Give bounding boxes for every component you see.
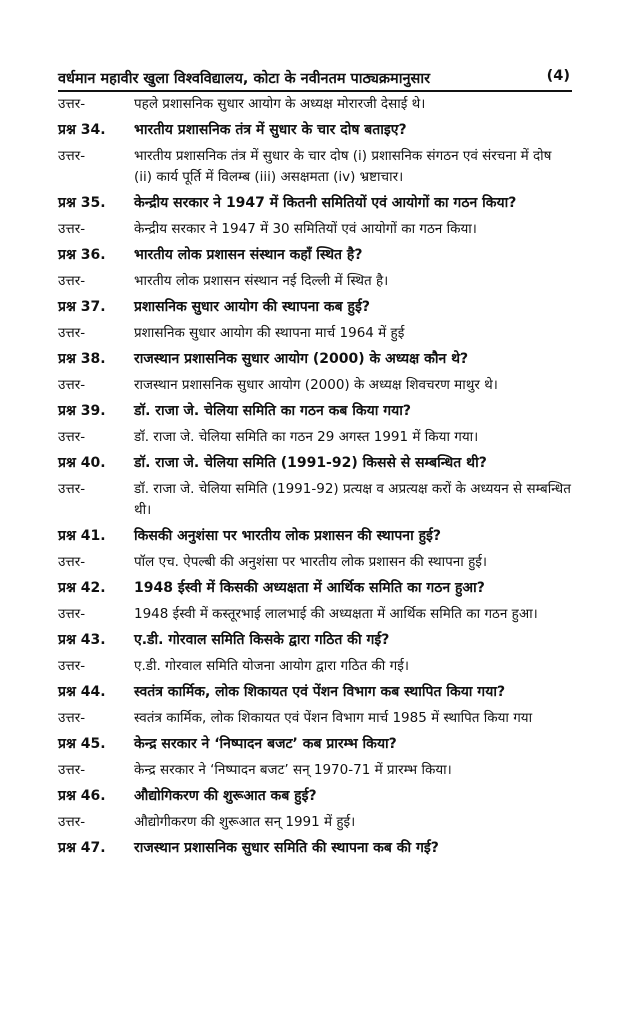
answer-text: राजस्थान प्रशासनिक सुधार आयोग (2000) के अध्यक्ष शिवचरण माथुर थे। [134, 377, 498, 393]
page-header [58, 68, 570, 88]
answer-text: केन्द्रीय सरकार ने 1947 में 30 समितियों एवं आयोगों का गठन किया। [134, 221, 477, 237]
answer-label: उत्तर- [58, 221, 86, 237]
question-text: 1948 ईस्वी में किसकी अध्यक्षता में आर्थिक समिति का गठन हुआ? [134, 580, 485, 596]
answer-row [58, 427, 572, 448]
answer-text: पहले प्रशासनिक सुधार आयोग के अध्यक्ष मोरारजी देसाई थे। [134, 96, 426, 112]
answer-row [58, 760, 572, 781]
question-number: प्रश्न 44. [58, 684, 106, 700]
answer-row [58, 219, 572, 240]
question-number: प्रश्न 47. [58, 840, 106, 856]
answer-label: उत्तर- [58, 554, 86, 570]
answer-row [58, 271, 572, 292]
header-title: वर्धमान महावीर खुला विश्वविद्यालय, कोटा के नवीनतम पाठ्यक्रमानुसार [58, 71, 431, 87]
answer-row [58, 323, 572, 344]
question-text: किसकी अनुशंसा पर भारतीय लोक प्रशासन की स्थापना हुई? [134, 528, 441, 544]
answer-row [58, 604, 572, 625]
answer-label: उत्तर- [58, 606, 86, 622]
question-number: प्रश्न 46. [58, 788, 106, 804]
question-text: ए.डी. गोरवाल समिति किसके द्वारा गठित की गई? [134, 632, 390, 648]
question-number: प्रश्न 45. [58, 736, 106, 752]
question-text: डॉ. राजा जे. चेलिया समिति (1991-92) किससे से सम्बन्धित थी? [134, 455, 487, 471]
question-text: राजस्थान प्रशासनिक सुधार समिति की स्थापना कब की गई? [134, 840, 439, 856]
answer-row [58, 375, 572, 396]
answer-label: उत्तर- [58, 96, 86, 112]
question-text: औद्योगिकरण की शुरूआत कब हुई? [134, 788, 317, 804]
question-row [58, 120, 572, 141]
answer-text: पॉल एच. ऐपल्बी की अनुशंसा पर भारतीय लोक प्रशासन की स्थापना हुई। [134, 554, 488, 570]
answer-label: उत्तर- [58, 377, 86, 393]
answer-text: 1948 ईस्वी में कस्तूरभाई लालभाई की अध्यक्षता में आर्थिक समिति का गठन हुआ। [134, 606, 538, 622]
question-number: प्रश्न 40. [58, 455, 106, 471]
answer-label: उत्तर- [58, 481, 86, 497]
question-number: प्रश्न 38. [58, 351, 106, 367]
answer-row [58, 146, 572, 188]
answer-row [58, 812, 572, 833]
answer-text: केन्द्र सरकार ने ‘निष्पादन बजट’ सन् 1970-71 में प्रारम्भ किया। [134, 762, 452, 778]
header-rule [58, 90, 572, 92]
question-row [58, 734, 572, 755]
answer-text: औद्योगीकरण की शुरूआत सन् 1991 में हुई। [134, 814, 356, 830]
question-number: प्रश्न 43. [58, 632, 106, 648]
question-number: प्रश्न 35. [58, 195, 106, 211]
question-text: भारतीय प्रशासनिक तंत्र में सुधार के चार दोष बताइए? [134, 122, 407, 138]
question-row [58, 578, 572, 599]
question-row [58, 349, 572, 370]
answer-row [58, 708, 572, 729]
answer-text: प्रशासनिक सुधार आयोग की स्थापना मार्च 1964 में हुई [134, 325, 405, 341]
question-row [58, 838, 572, 859]
answer-label: उत्तर- [58, 762, 86, 778]
answer-label: उत्तर- [58, 325, 86, 341]
question-row [58, 786, 572, 807]
question-row [58, 245, 572, 266]
answer-label: उत्तर- [58, 658, 86, 674]
answer-label: उत्तर- [58, 429, 86, 445]
answer-text: स्वतंत्र कार्मिक, लोक शिकायत एवं पेंशन विभाग मार्च 1985 में स्थापित किया गया [134, 710, 533, 726]
answer-label: उत्तर- [58, 148, 86, 164]
question-text: राजस्थान प्रशासनिक सुधार आयोग (2000) के अध्यक्ष कौन थे? [134, 351, 469, 367]
question-text: प्रशासनिक सुधार आयोग की स्थापना कब हुई? [134, 299, 370, 315]
question-number: प्रश्न 42. [58, 580, 106, 596]
answer-row [58, 479, 572, 521]
question-number: प्रश्न 41. [58, 528, 106, 544]
question-text: डॉ. राजा जे. चेलिया समिति का गठन कब किया गया? [134, 403, 411, 419]
answer-row [58, 552, 572, 573]
answer-label: उत्तर- [58, 273, 86, 289]
answer-text: भारतीय प्रशासनिक तंत्र में सुधार के चार दोष (i) प्रशासनिक संगठन एवं संरचना में दोष (ii) कार्य पूर्ति में विलम्ब (iii) असक्षमता (iv) भ्रष्टाचार। [134, 148, 552, 185]
answer-text: डॉ. राजा जे. चेलिया समिति (1991-92) प्रत्यक्ष व अप्रत्यक्ष करों के अध्ययन से सम्बन्धित थी। [134, 481, 571, 518]
answer-text: डॉ. राजा जे. चेलिया समिति का गठन 29 अगस्त 1991 में किया गया। [134, 429, 479, 445]
answer-row [58, 656, 572, 677]
question-row [58, 526, 572, 547]
question-row [58, 193, 572, 214]
question-number: प्रश्न 36. [58, 247, 106, 263]
question-row [58, 682, 572, 703]
question-number: प्रश्न 37. [58, 299, 106, 315]
answer-row [58, 94, 572, 115]
answer-label: उत्तर- [58, 710, 86, 726]
answer-text: ए.डी. गोरवाल समिति योजना आयोग द्वारा गठित की गई। [134, 658, 409, 674]
qa-list [58, 94, 572, 864]
question-text: स्वतंत्र कार्मिक, लोक शिकायत एवं पेंशन विभाग कब स्थापित किया गया? [134, 684, 506, 700]
question-number: प्रश्न 39. [58, 403, 106, 419]
question-number: प्रश्न 34. [58, 122, 106, 138]
answer-label: उत्तर- [58, 814, 86, 830]
question-row [58, 453, 572, 474]
question-row [58, 401, 572, 422]
page-number: (4) [546, 68, 570, 84]
question-row [58, 297, 572, 318]
question-row [58, 630, 572, 651]
question-text: केन्द्र सरकार ने ‘निष्पादन बजट’ कब प्रारम्भ किया? [134, 736, 397, 752]
question-text: भारतीय लोक प्रशासन संस्थान कहाँ स्थित है? [134, 247, 363, 263]
question-text: केन्द्रीय सरकार ने 1947 में कितनी समितियों एवं आयोगों का गठन किया? [134, 195, 517, 211]
answer-text: भारतीय लोक प्रशासन संस्थान नई दिल्ली में स्थित है। [134, 273, 389, 289]
